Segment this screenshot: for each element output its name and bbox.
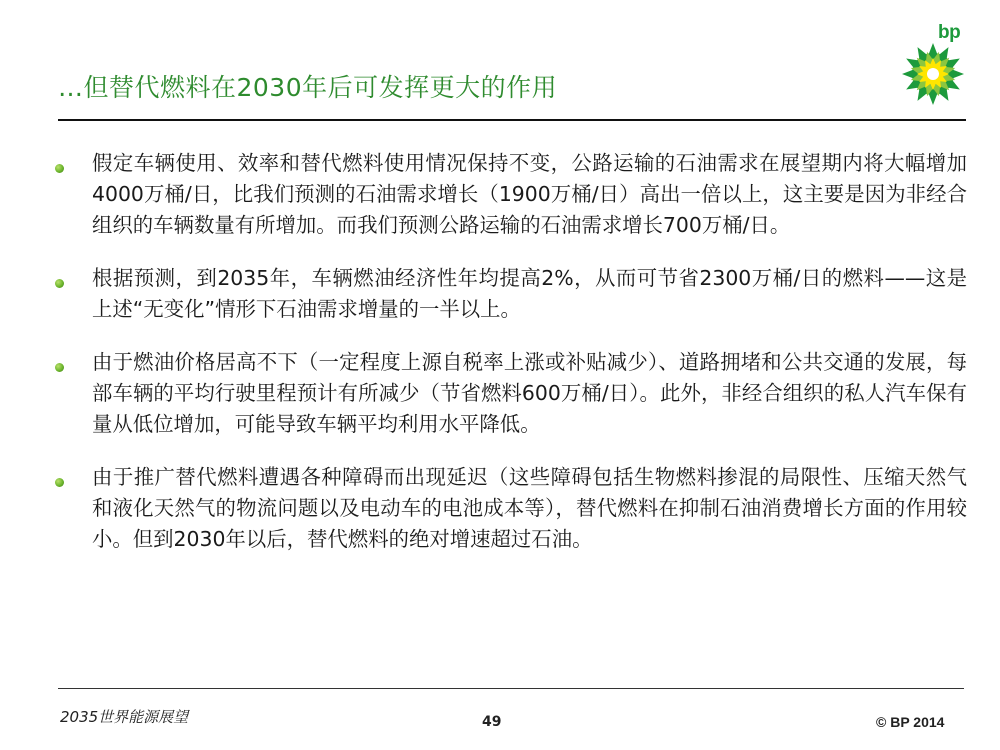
bullet-item-3: [55, 347, 967, 440]
bullet-text: 由于燃油价格居高不下（一定程度上源自税率上涨或补贴减少）、道路拥堵和公共交通的发展，每部车辆的平均行驶里程预计有所减少（节省燃料600万桶/日）。此外，非经合组织的私人汽车保有量从低位增加，可能导致车辆平均利用水平降低。: [92, 350, 967, 436]
bullet-text: 假定车辆使用、效率和替代燃料使用情况保持不变，公路运输的石油需求在展望期内将大幅增加4000万桶/日，比我们预测的石油需求增长（1900万桶/日）高出一倍以上，这主要是因为非经合组织的车辆数量有所增加。而我们预测公路运输的石油需求增长700万桶/日。: [92, 151, 967, 237]
bp-helios-logo-icon: [898, 24, 968, 108]
title-divider: [58, 119, 966, 121]
bullet-text: 根据预测，到2035年，车辆燃油经济性年均提高2%，从而可节省2300万桶/日的燃料——这是上述“无变化”情形下石油需求增量的一半以上。: [92, 266, 967, 321]
bullet-dot-icon: [55, 164, 64, 173]
bullet-item-4: [55, 462, 967, 555]
footer-report-title: 2035世界能源展望: [60, 708, 189, 726]
bullet-item-2: [55, 263, 967, 325]
page-number: 49: [482, 714, 502, 730]
bullet-list: [55, 148, 967, 577]
bullet-dot-icon: [55, 363, 64, 372]
copyright-notice: © BP 2014: [876, 714, 945, 730]
bullet-item-1: [55, 148, 967, 241]
bullet-text: 由于推广替代燃料遭遇各种障碍而出现延迟（这些障碍包括生物燃料掺混的局限性、压缩天然气和液化天然气的物流问题以及电动车的电池成本等），替代燃料在抑制石油消费增长方面的作用较小。但到2030年以后，替代燃料的绝对增速超过石油。: [92, 465, 967, 551]
bullet-dot-icon: [55, 279, 64, 288]
footer-divider: [58, 688, 964, 689]
page-title: …但替代燃料在2030年后可发挥更大的作用: [58, 73, 558, 102]
bullet-dot-icon: [55, 478, 64, 487]
bp-logo-text: bp: [938, 22, 961, 43]
